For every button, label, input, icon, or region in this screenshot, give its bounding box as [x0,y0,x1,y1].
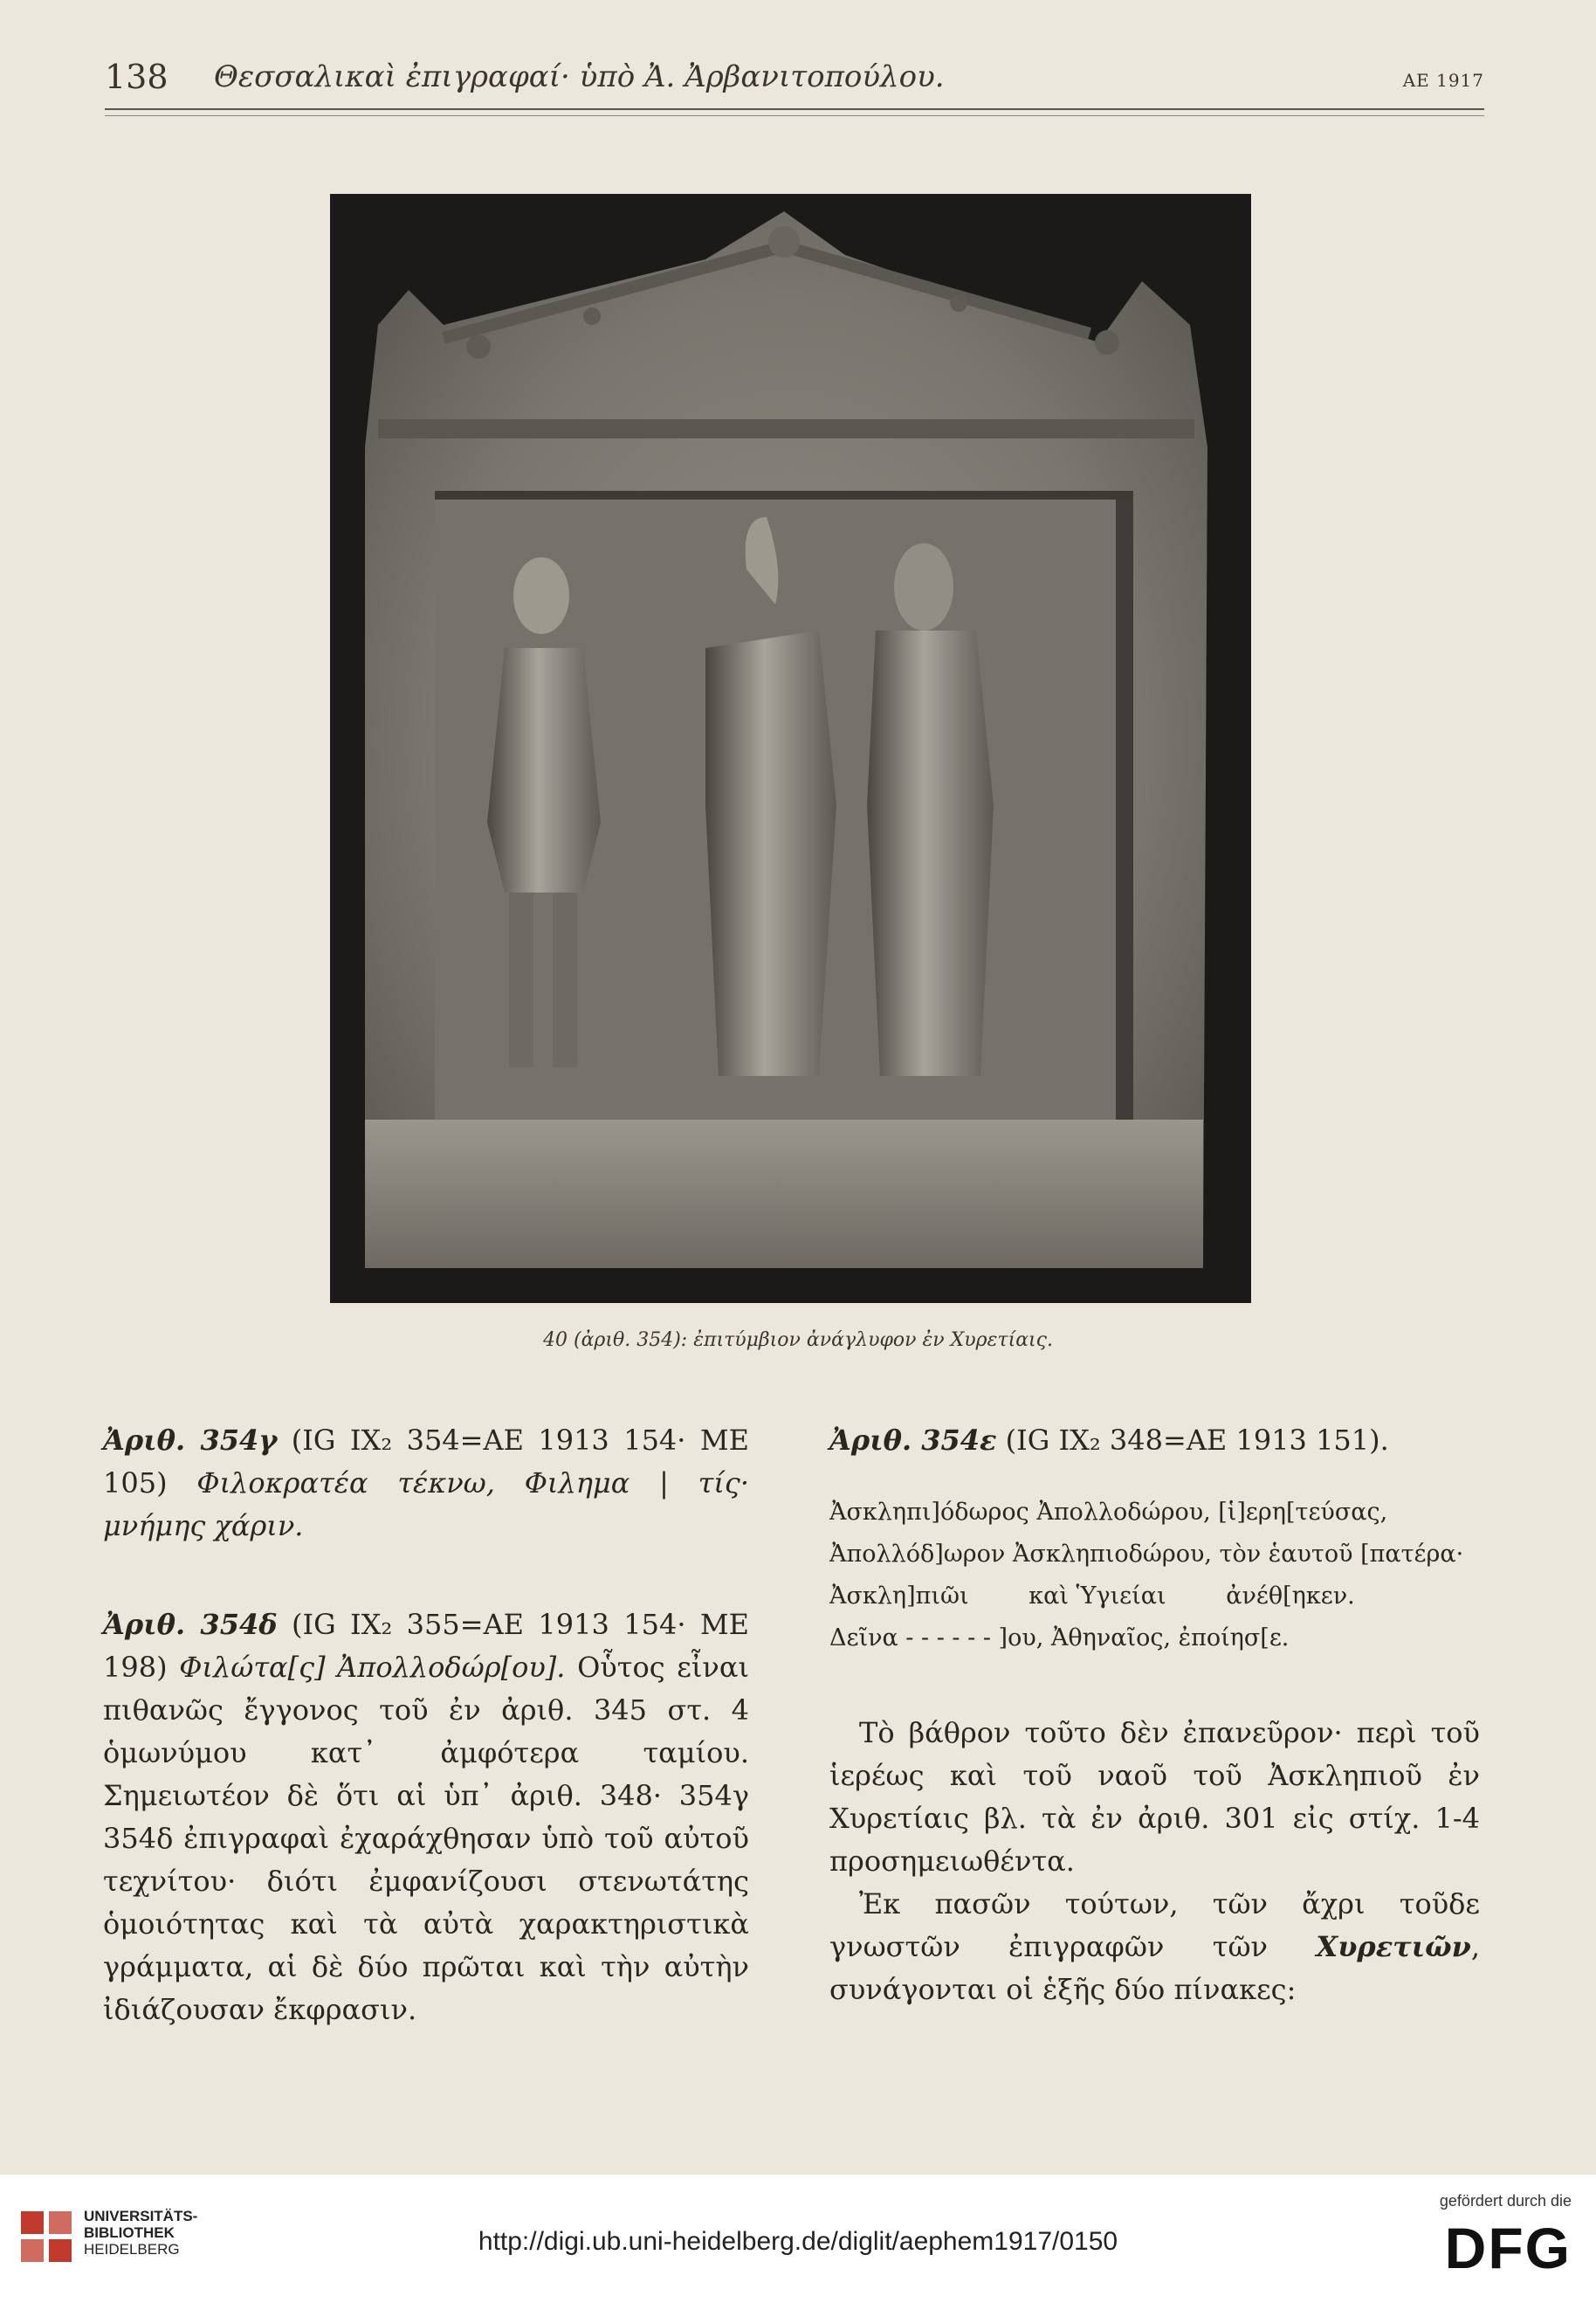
dfg-logo: DFG [1444,2216,1572,2280]
entry-heading: Ἀριθ. 354ε [829,1424,997,1457]
permalink-url[interactable]: http://digi.ub.uni-heidelberg.de/diglit/aephem1917/0150 [478,2227,1118,2256]
inscription-block [829,1492,1480,1659]
relief-photograph [330,194,1251,1303]
inscription-line: Ἀπολλόδ]ωρον Ἀσκληπιοδώρου, τὸν ἑαυτοῦ [πατέρα· [829,1541,1464,1568]
running-title: Θεσσαλικαὶ ἐπιγραφαί· ὑπὸ Ἀ. Ἀρβανιτοπούλου. [214,59,945,94]
entry-354g [103,1419,749,1548]
library-line: HEIDELBERG [84,2241,180,2258]
inscription-line: Δεῖνα - - - - - - ]ου, Ἀθηναῖος, ἐποίησ[ε. [829,1624,1290,1651]
relief-image [330,194,1251,1303]
entry-inscription: Φιλοκρατέα τέκνω, Φιλημα | τίς· μνήμης χάριν. [103,1466,750,1542]
entry-heading: Ἀριθ. 354γ [103,1424,278,1457]
entry-commentary: Οὗτος εἶναι πιθανῶς ἔγγονος τοῦ ἐν ἀριθ. 345 στ. 4 ὁμωνύμου κατ᾽ ἀμφότερα ταμίου. Σημειωτέον δὲ ὅτι αἱ ὑπ᾽ ἀριθ. 348· 354γ 354δ ἐπιγραφαὶ ἐχαράχθησαν ὑπὸ τοῦ αὐτοῦ τεχνίτου· διότι ἐμφανίζουσι στενωτάτης ὁμοιότητας καὶ τὰ αὐτὰ χαρακτηριστικὰ γράμματα, αἱ δὲ δύο πρῶται καὶ τὴν αὐτὴν ἰδιάζουσαν ἔκφρασιν. [103,1651,749,2026]
viewer-footer [0,2175,1596,2303]
header-rule [105,108,1484,110]
entry-reference: (IG IX₂ 354=AE 1913 154· ME 105) [103,1424,750,1500]
page-number: 138 [105,58,169,96]
entry-354d [103,1603,749,2031]
entry-reference: (IG IX₂ 355=AE 1913 154· ME 198) [103,1608,750,1684]
summary-text: Ἐκ πασῶν τούτων, τῶν ἄχρι τοῦδε γνωστῶν ἐπιγραφῶν τῶν [829,1887,1480,1963]
entry-reference: (IG IX₂ 348=AE 1913 151). [996,1424,1389,1457]
entry-354e [829,1419,1480,1462]
library-line: BIBLIOTHEK [84,2224,175,2241]
inscription-line: Ἀσκληπι]όδωρος Ἀπολλοδώρου, [ἱ]ερη[τεύσας, [829,1499,1388,1526]
summary-emphasis: Χυρετιῶν [1316,1930,1471,1963]
entry-inscription: Φιλώτα[ς] Ἀπολλοδώρ[ου]. [179,1651,566,1684]
right-column [829,1419,1480,2041]
left-column [103,1419,749,2061]
library-line: UNIVERSITÄTS- [84,2208,198,2224]
header-rule-thin [105,115,1484,116]
entry-heading: Ἀριθ. 354δ [103,1608,278,1641]
paragraph-basis: Τὸ βάθρον τοῦτο δὲν ἐπανεῦρον· περὶ τοῦ ἱερέως καὶ τοῦ ναοῦ τοῦ Ἀσκληπιοῦ ἐν Χυρετίαις βλ. τὰ ἐν ἀριθ. 301 εἰς στίχ. 1-4 προσημειωθέντα. [829,1716,1480,1878]
page-header [105,58,1484,110]
paragraph-summary [829,1883,1480,2011]
funding-note: gefördert durch die [1439,2192,1572,2210]
summary-text-end: , συνάγονται οἱ ἑξῆς δύο πίνακες: [829,1930,1480,2006]
figure-caption: 40 (ἀριθ. 354): ἐπιτύμβιον ἀνάγλυφον ἐν Χυρετίαις. [543,1329,1053,1351]
inscription-line: Ἀσκλη]πιῶι καὶ Ὑγιείαι ἀνέθ[ηκεν. [829,1582,1355,1610]
journal-label: ΑΕ 1917 [1402,70,1484,91]
